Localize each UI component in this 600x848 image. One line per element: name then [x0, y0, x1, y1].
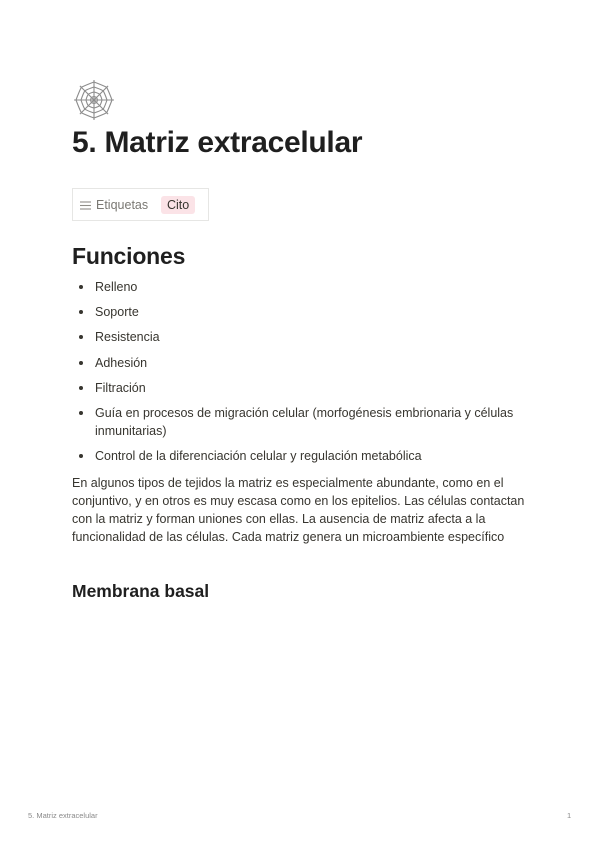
tags-property-label: Etiquetas — [96, 197, 149, 212]
properties-box — [72, 188, 209, 221]
list-item: Relleno — [72, 278, 542, 296]
funciones-list — [72, 278, 542, 472]
list-item: Resistencia — [72, 328, 542, 346]
list-item: Adhesión — [72, 354, 542, 372]
list-item: Control de la diferenciación celular y regulación metabólica — [72, 447, 542, 465]
heading-funciones: Funciones — [72, 243, 186, 269]
page-title: 5. Matriz extracelular — [72, 126, 363, 159]
tags-property[interactable] — [73, 198, 161, 212]
spider-web-icon — [72, 78, 116, 122]
footer-page-number: 1 — [567, 811, 572, 820]
heading-membrana-basal: Membrana basal — [72, 581, 210, 601]
list-item: Guía en procesos de migración celular (morfogénesis embrionaria y células inmunitarias) — [72, 404, 542, 440]
body-paragraph: En algunos tipos de tejidos la matriz es especialmente abundante, como en el conjuntivo, y en otros es muy escasa como en los epitelios. Las células contactan con la matriz y forman uniones con ellas. La ausencia de matriz afecta a la funcionalidad de las células. Cada matriz genera un microambiente específico — [72, 476, 525, 544]
list-icon — [80, 201, 91, 210]
footer-title: 5. Matriz extracelular — [28, 811, 98, 820]
tag-badge[interactable]: Cito — [161, 196, 195, 214]
list-item: Soporte — [72, 303, 542, 321]
list-item: Filtración — [72, 379, 542, 397]
